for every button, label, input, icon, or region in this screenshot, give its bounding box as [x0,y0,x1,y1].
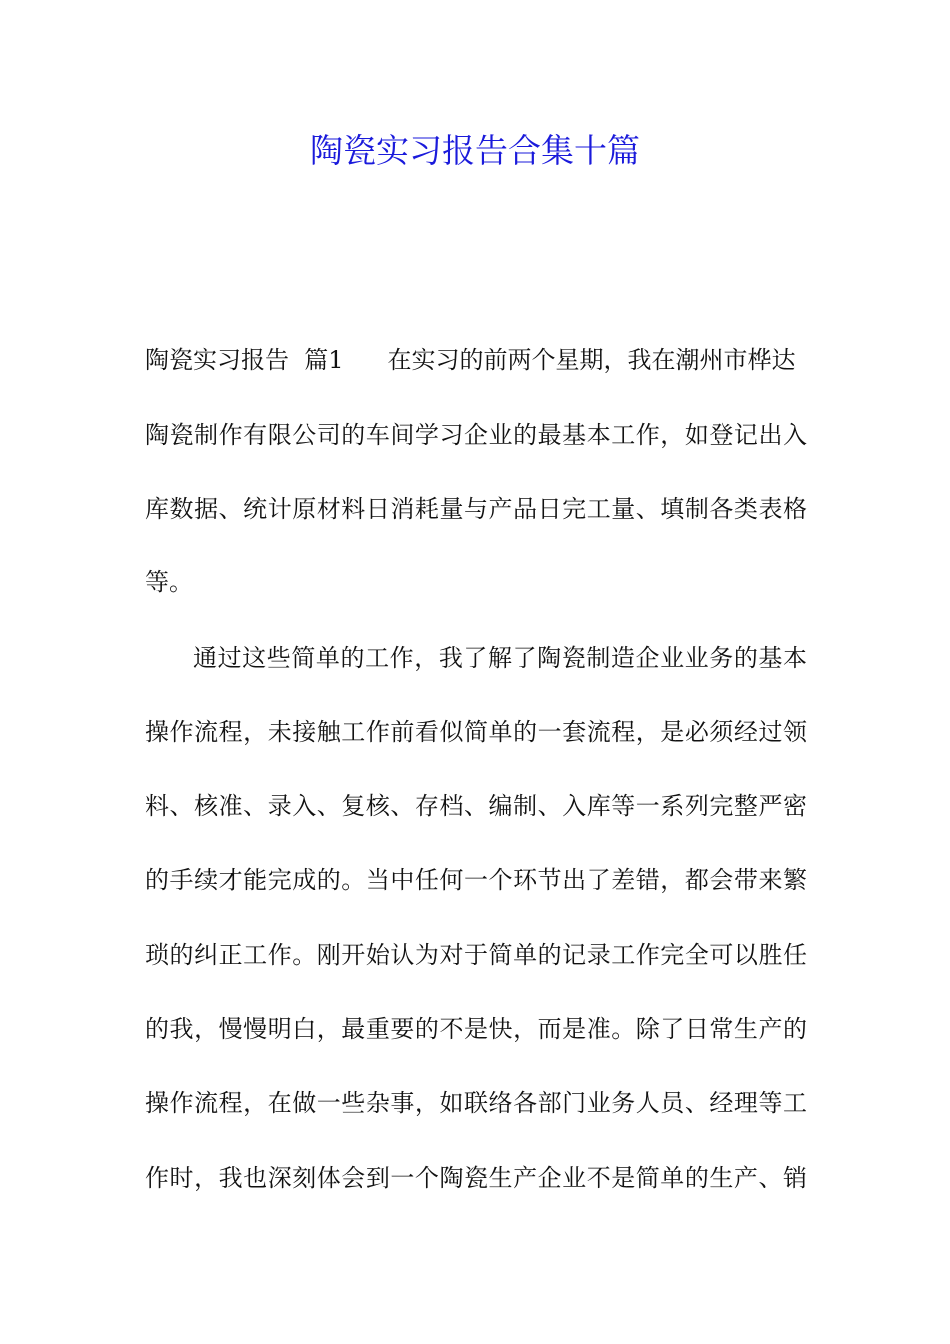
paragraph-line-6: 操作流程，未接触工作前看似简单的一套流程，是必须经过领 [145,718,807,746]
paragraph-line-5: 通过这些简单的工作，我了解了陶瓷制造企业业务的基本 [193,644,807,672]
paragraph-line-2: 陶瓷制作有限公司的车间学习企业的最基本工作，如登记出入 [145,421,807,449]
section-label: 陶瓷实习报告 篇1 [145,346,344,374]
paragraph-line-10: 的我，慢慢明白，最重要的不是快，而是准。除了日常生产的 [145,1015,807,1043]
paragraph-line-4: 等。 [145,568,193,596]
paragraph-line-11: 操作流程，在做一些杂事，如联络各部门业务人员、经理等工 [145,1089,807,1117]
paragraph-line-9: 琐的纠正工作。刚开始认为对于简单的记录工作完全可以胜任 [145,941,807,969]
paragraph-line-1 [145,342,807,378]
document-title: 陶瓷实习报告合集十篇 [310,131,640,170]
paragraph-line-7: 料、核准、录入、复核、存档、编制、入库等一系列完整严密 [145,792,807,820]
paragraph-line-8: 的手续才能完成的。当中任何一个环节出了差错，都会带来繁 [145,866,807,894]
paragraph-line-12: 作时，我也深刻体会到一个陶瓷生产企业不是简单的生产、销 [145,1164,807,1192]
paragraph-line-3: 库数据、统计原材料日消耗量与产品日完工量、填制各类表格 [145,495,807,523]
paragraph-line-1-text: 在实习的前两个星期，我在潮州市桦达 [387,346,796,374]
